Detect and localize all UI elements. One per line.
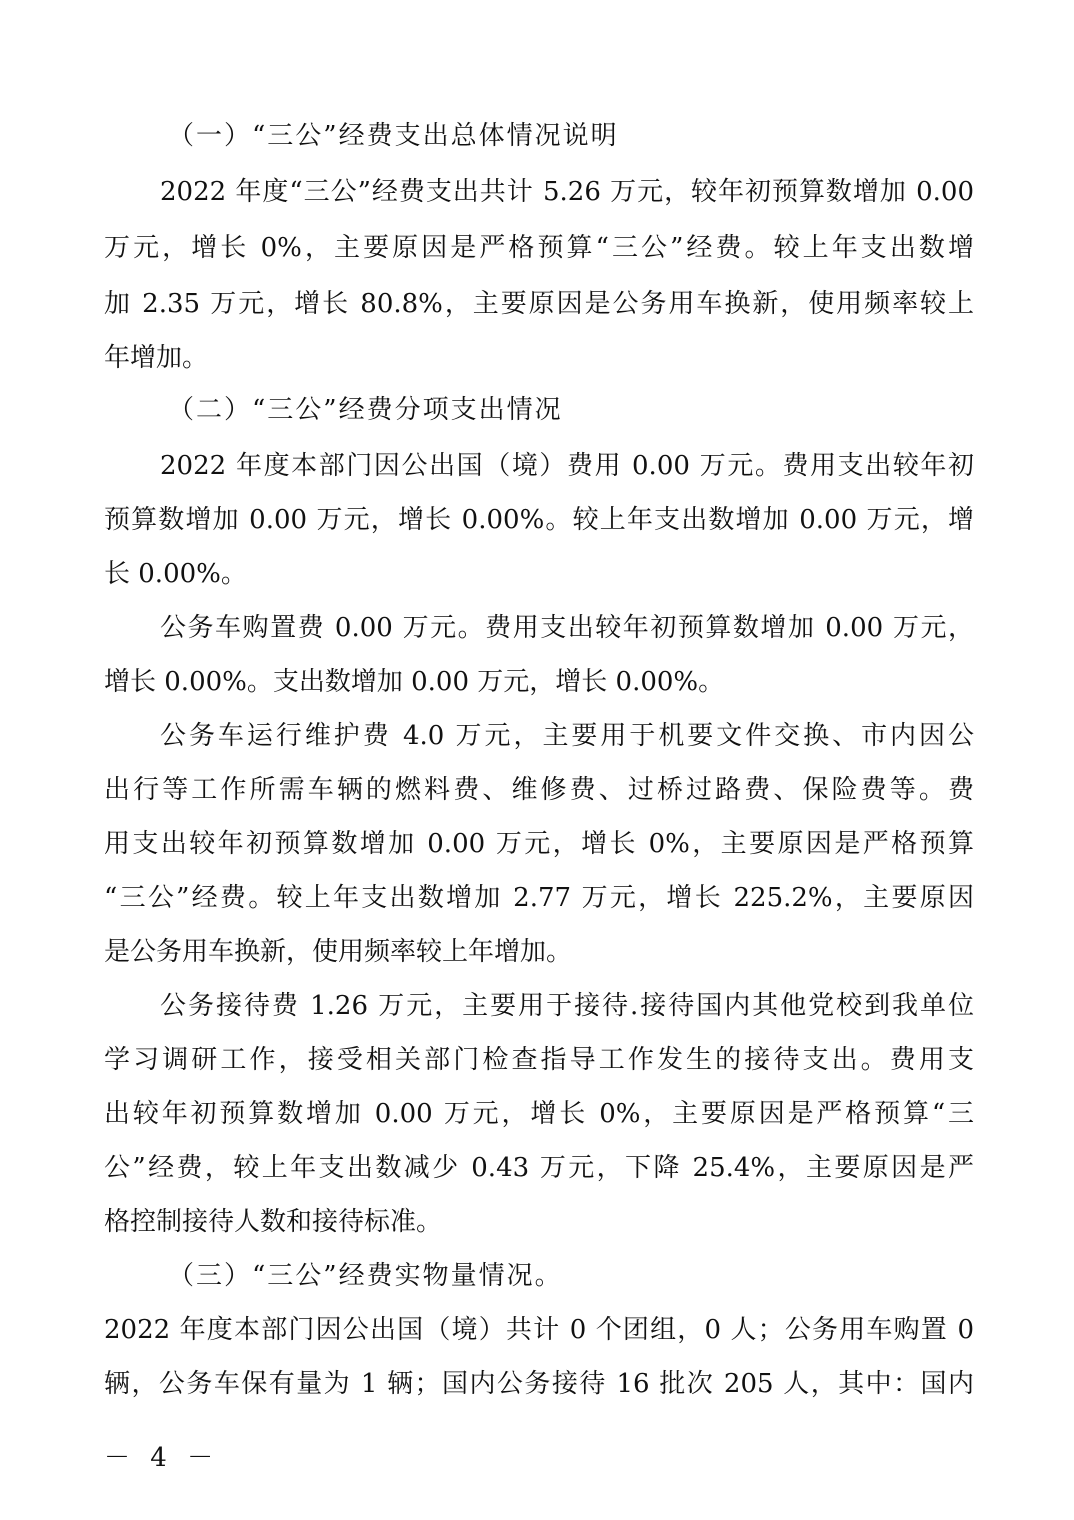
section-heading-2: （二）“三公”经费分项支出情况 — [168, 395, 563, 425]
section-heading-3: （三）“三公”经费实物量情况。 — [168, 1261, 563, 1291]
paragraph-line: 公务接待费 1.26 万元，主要用于接待.接待国内其他党校到我单位 — [160, 991, 974, 1021]
paragraph-line: 增长 0.00%。支出数增加 0.00 万元，增长 0.00%。 — [104, 667, 725, 697]
paragraph-line: “三公”经费。较上年支出数增加 2.77 万元，增长 225.2%，主要原因 — [104, 883, 974, 913]
paragraph-line: 加 2.35 万元，增长 80.8%，主要原因是公务用车换新，使用频率较上 — [104, 289, 974, 319]
paragraph-line: 公务车运行维护费 4.0 万元，主要用于机要文件交换、市内因公 — [160, 721, 974, 751]
paragraph-line: 学习调研工作，接受相关部门检查指导工作发生的接待支出。费用支 — [104, 1045, 974, 1075]
paragraph-line: 预算数增加 0.00 万元，增长 0.00%。较上年支出数增加 0.00 万元，增 — [104, 505, 974, 535]
paragraph-line: 公”经费，较上年支出数减少 0.43 万元，下降 25.4%，主要原因是严 — [104, 1153, 974, 1183]
paragraph-line: 2022 年度“三公”经费支出共计 5.26 万元，较年初预算数增加 0.00 — [160, 177, 974, 207]
paragraph-line: 辆，公务车保有量为 1 辆；国内公务接待 16 批次 205 人，其中：国内 — [104, 1369, 974, 1399]
paragraph-line: 用支出较年初预算数增加 0.00 万元，增长 0%，主要原因是严格预算 — [104, 829, 974, 859]
paragraph-line: 格控制接待人数和接待标准。 — [104, 1207, 443, 1237]
paragraph-line: 2022 年度本部门因公出国（境）共计 0 个团组，0 人；公务用车购置 0 — [104, 1315, 974, 1345]
paragraph-line: 万元，增长 0%，主要原因是严格预算“三公”经费。较上年支出数增 — [104, 233, 974, 263]
page-number: － 4 － — [104, 1443, 220, 1473]
paragraph-line: 出较年初预算数增加 0.00 万元，增长 0%，主要原因是严格预算“三 — [104, 1099, 974, 1129]
paragraph-line: 是公务用车换新，使用频率较上年增加。 — [104, 937, 573, 967]
section-heading-1: （一）“三公”经费支出总体情况说明 — [168, 121, 619, 151]
paragraph-line: 2022 年度本部门因公出国（境）费用 0.00 万元。费用支出较年初 — [160, 451, 974, 481]
paragraph-line: 长 0.00%。 — [104, 559, 247, 589]
paragraph-line: 公务车购置费 0.00 万元。费用支出较年初预算数增加 0.00 万元， — [160, 613, 974, 643]
paragraph-line: 出行等工作所需车辆的燃料费、维修费、过桥过路费、保险费等。费 — [104, 775, 974, 805]
paragraph-line: 年增加。 — [104, 343, 209, 373]
